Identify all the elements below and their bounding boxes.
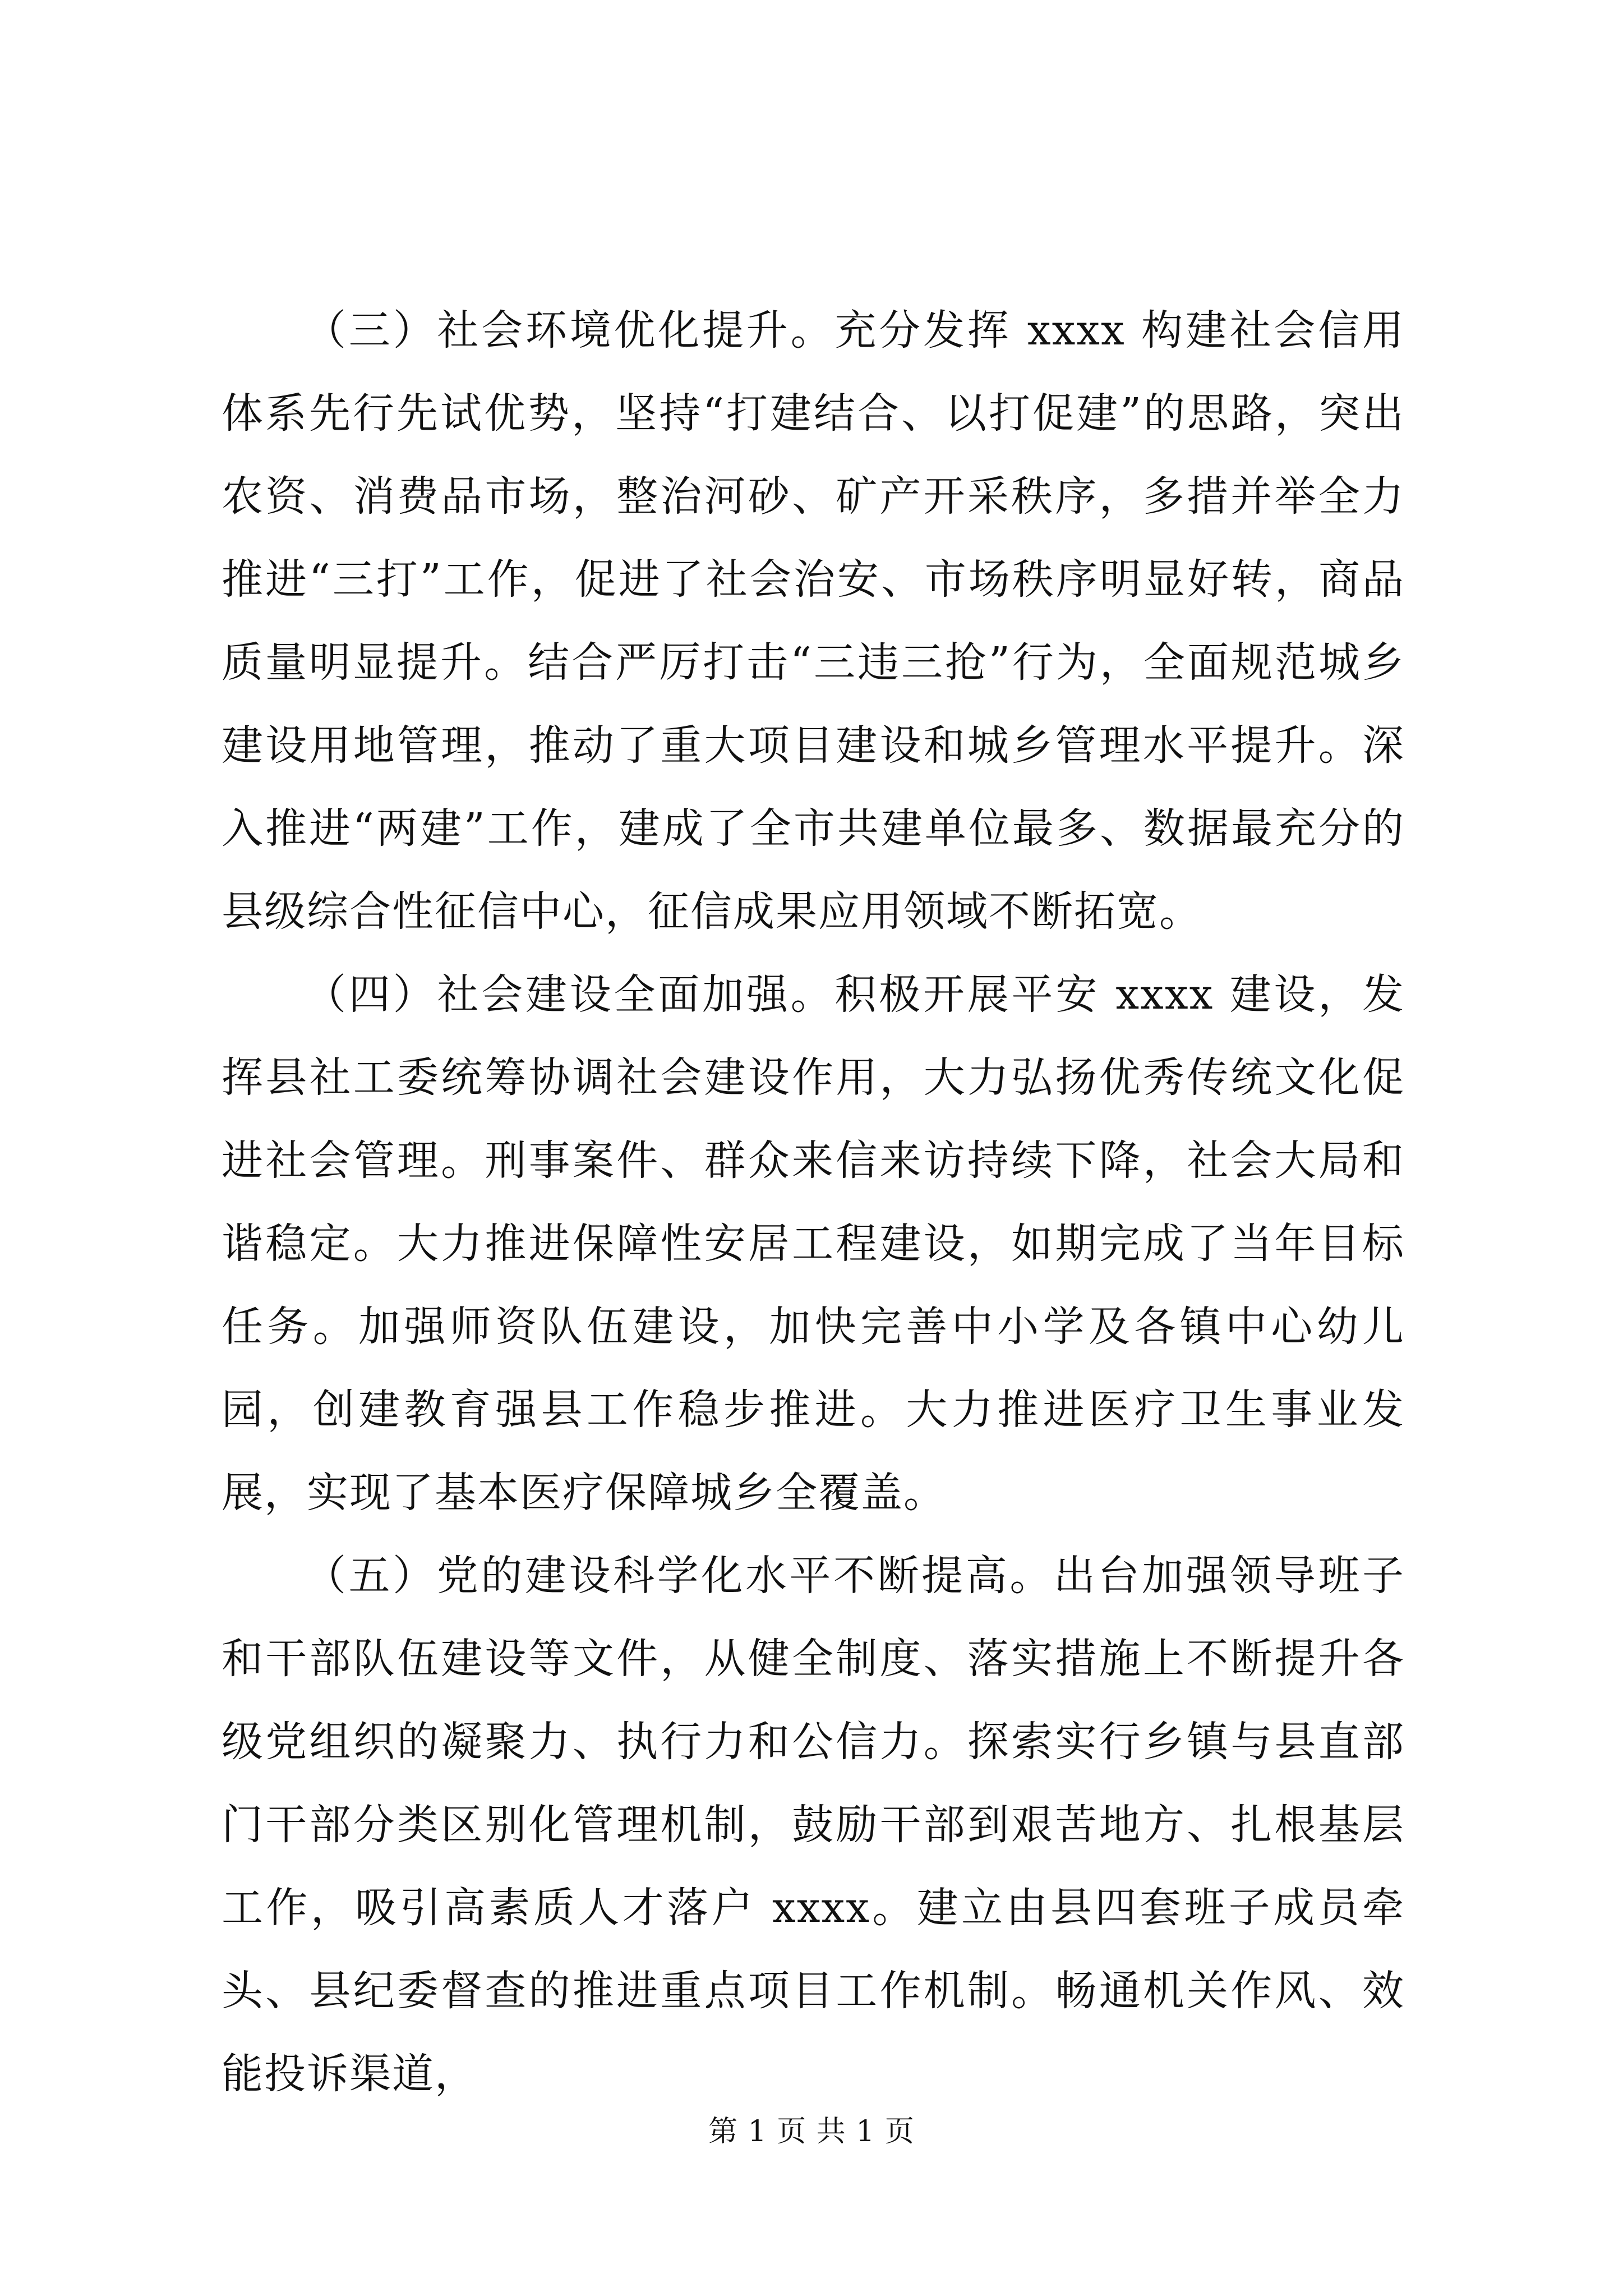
paragraph-3: （三）社会环境优化提升。充分发挥 xxxx 构建社会信用体系先行先试优势，坚持“打建结合、以打促建”的思路，突出农资、消费品市场，整治河砂、矿产开采秩序，多措并举全力推进“三打”工作，促进了社会治安、市场秩序明显好转，商品质量明显提升。结合严厉打击“三违三抢”行为，全面规范城乡建设用地管理，推动了重大项目建设和城乡管理水平提升。深入推进“两建”工作，建成了全市共建单位最多、数据最充分的县级综合性征信中心，征信成果应用领域不断拓宽。	[222, 306, 1405, 936]
paragraph-5: （五）党的建设科学化水平不断提高。出台加强领导班子和干部队伍建设等文件，从健全制度、落实措施上不断提升各级党组织的凝聚力、执行力和公信力。探索实行乡镇与县直部门干部分类区别化管理机制，鼓励干部到艰苦地方、扎根基层工作，吸引高素质人才落户 xxxx。建立由县四套班子成员牵头、县纪委督查的推进重点项目工作机制。畅通机关作风、效能投诉渠道，	[222, 1552, 1405, 2098]
paragraph-4: （四）社会建设全面加强。积极开展平安 xxxx 建设，发挥县社工委统筹协调社会建设作用，大力弘扬优秀传统文化促进社会管理。刑事案件、群众来信来访持续下降，社会大局和谐稳定。大力推进保障性安居工程建设，如期完成了当年目标任务。加强师资队伍建设，加快完善中小学及各镇中心幼儿园，创建教育强县工作稳步推进。大力推进医疗卫生事业发展，实现了基本医疗保障城乡全覆盖。	[222, 970, 1405, 1517]
page-footer: 第 1 页 共 1 页	[708, 2115, 915, 2148]
document-body	[222, 289, 1405, 2115]
